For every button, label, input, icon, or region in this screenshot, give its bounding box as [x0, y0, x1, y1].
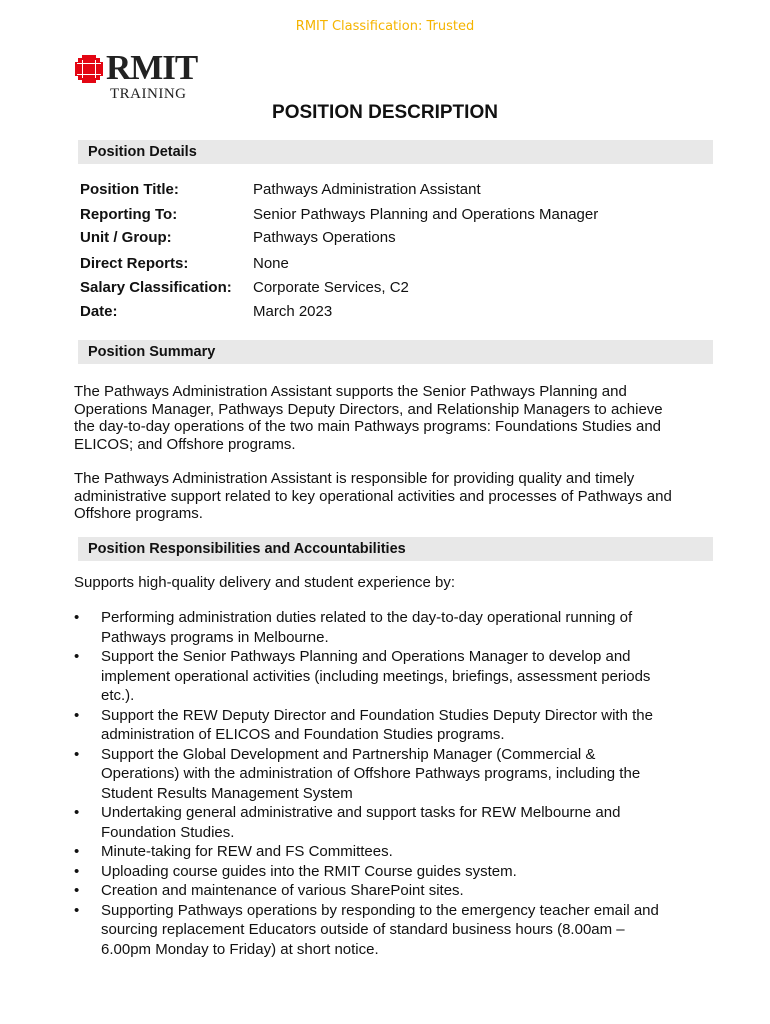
detail-value: Pathways Administration Assistant — [253, 181, 481, 198]
text-line: Supporting Pathways operations by responding to the emergency teacher email and — [101, 901, 659, 919]
bullet-icon: • — [74, 901, 80, 919]
summary-paragraph-1 — [74, 383, 714, 454]
list-item — [74, 706, 714, 745]
text-line: Uploading course guides into the RMIT Course guides system. — [101, 862, 517, 880]
text-line: Operations Manager, Pathways Deputy Directors, and Relationship Managers to achieve — [74, 400, 663, 418]
text-line: 6.00pm Monday to Friday) at short notice. — [101, 940, 379, 958]
list-item — [74, 842, 714, 862]
text-line: Creation and maintenance of various SharePoint sites. — [101, 882, 464, 899]
document-title: POSITION DESCRIPTION — [272, 102, 498, 123]
text-line: sourcing replacement Educators outside of standard business hours (8.00am – — [101, 921, 625, 938]
list-item — [74, 881, 714, 901]
bullet-icon: • — [74, 862, 80, 880]
text-line: Offshore programs. — [74, 505, 203, 523]
bullet-icon: • — [74, 609, 80, 626]
text-line: Support the Senior Pathways Planning and Operations Manager to develop and — [101, 648, 631, 665]
detail-label: Position Title: — [80, 181, 179, 198]
responsibilities-intro: Supports high-quality delivery and student experience by: — [74, 574, 456, 591]
list-item — [74, 901, 714, 960]
logo-wordmark: RMIT — [106, 48, 198, 87]
detail-value: Corporate Services, C2 — [253, 279, 409, 296]
text-line: Undertaking general administrative and support tasks for REW Melbourne and — [101, 804, 621, 821]
detail-label: Reporting To: — [80, 206, 178, 223]
section-heading-details: Position Details — [78, 140, 713, 164]
bullet-icon: • — [74, 882, 80, 899]
text-line: Minute-taking for REW and FS Committees. — [101, 843, 393, 860]
text-line: etc.). — [101, 687, 135, 704]
bullet-icon: • — [74, 648, 80, 665]
text-line: Foundation Studies. — [101, 823, 235, 841]
text-line: The Pathways Administration Assistant is responsible for providing quality and timely — [74, 470, 635, 487]
text-line: administration of ELICOS and Foundation Studies programs. — [101, 726, 505, 743]
text-line: implement operational activities (including meetings, briefings, assessment periods — [101, 667, 651, 685]
text-line: Operations) with the administration of Offshore Pathways programs, including the — [101, 765, 641, 782]
detail-label: Salary Classification: — [80, 279, 232, 296]
text-line: the day-to-day operations of the two main Pathways programs: Foundations Studies and — [74, 418, 661, 436]
rmit-training-logo — [74, 48, 204, 102]
detail-value: None — [253, 255, 289, 272]
list-item — [74, 608, 714, 647]
section-heading-summary: Position Summary — [78, 340, 713, 364]
bullet-icon: • — [74, 804, 80, 821]
text-line: Support the REW Deputy Director and Foundation Studies Deputy Director with the — [101, 706, 653, 724]
list-item — [74, 803, 714, 842]
bullet-icon: • — [74, 843, 80, 860]
responsibilities-list — [74, 608, 714, 959]
rmit-pixel-logo-icon — [74, 54, 104, 84]
detail-label: Unit / Group: — [80, 229, 172, 246]
list-item — [74, 862, 714, 882]
bullet-icon: • — [74, 745, 80, 763]
logo-subtitle: TRAINING — [110, 86, 187, 102]
text-line: Student Results Management System — [101, 784, 353, 802]
bullet-icon: • — [74, 706, 80, 724]
text-line: administrative support related to key operational activities and processes of Pathways and — [74, 487, 672, 505]
text-line: The Pathways Administration Assistant supports the Senior Pathways Planning and — [74, 383, 627, 400]
text-line: Support the Global Development and Partnership Manager (Commercial & — [101, 745, 596, 763]
summary-paragraph-2 — [74, 470, 714, 523]
detail-value: Senior Pathways Planning and Operations Manager — [253, 206, 599, 223]
text-line: ELICOS; and Offshore programs. — [74, 436, 296, 454]
detail-label: Date: — [80, 303, 118, 320]
detail-value: March 2023 — [253, 303, 333, 320]
classification-label: RMIT Classification: Trusted — [295, 19, 475, 34]
list-item — [74, 647, 714, 706]
detail-value: Pathways Operations — [253, 229, 396, 246]
detail-label: Direct Reports: — [80, 255, 189, 272]
text-line: Pathways programs in Melbourne. — [101, 628, 329, 646]
section-heading-responsibilities: Position Responsibilities and Accountabilities — [78, 537, 713, 561]
list-item — [74, 745, 714, 804]
text-line: Performing administration duties related to the day-to-day operational running of — [101, 609, 633, 626]
